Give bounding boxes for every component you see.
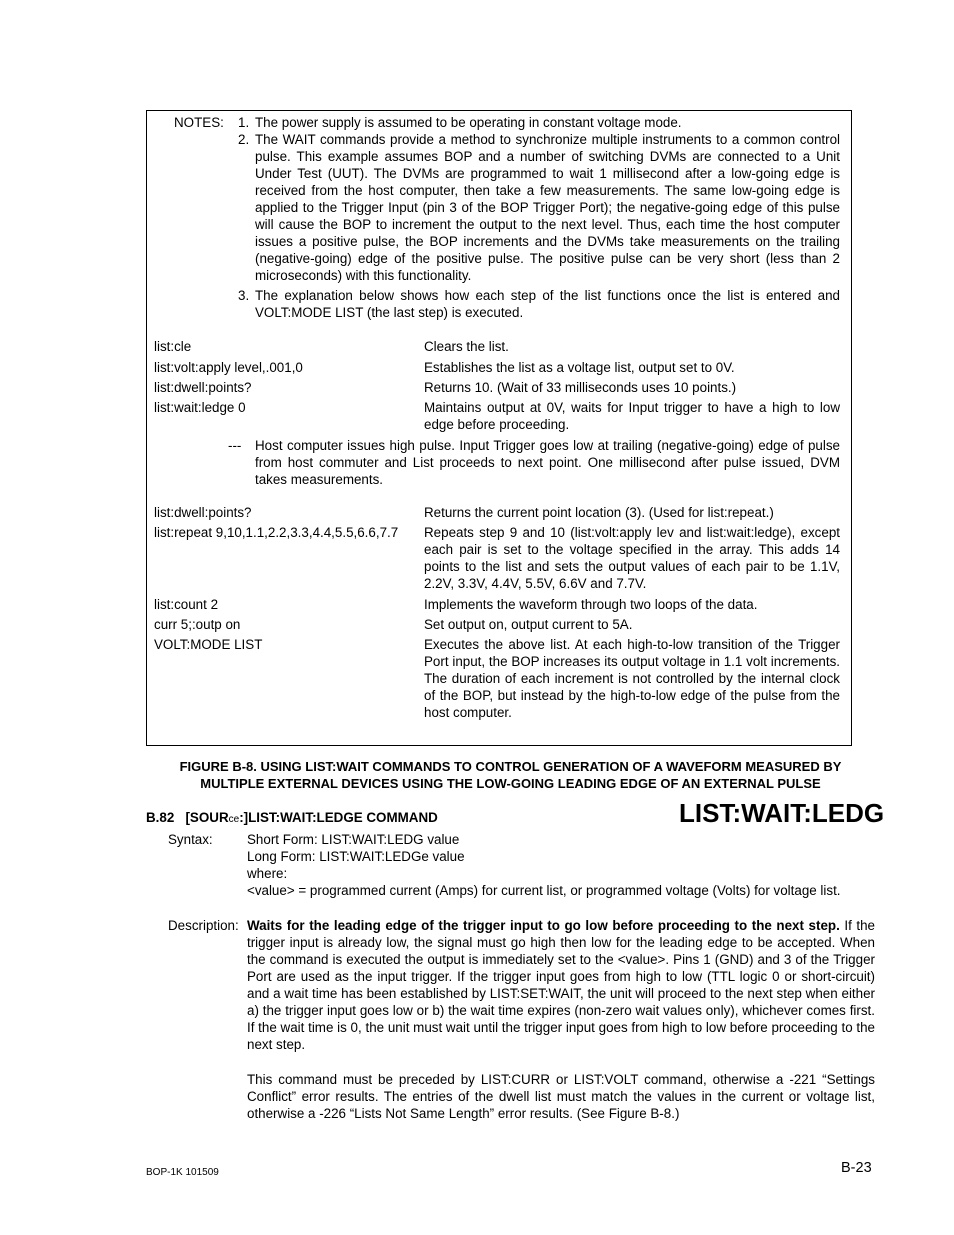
note-text: The explanation below shows how each step of the list functions once the list is entered and VOLT:MODE LIST (the last step) is executed. (255, 288, 840, 320)
step-description: Returns 10. (Wait of 33 milliseconds uses 10 points.) (424, 380, 737, 395)
step-description: Implements the waveform through two loops of the data. (424, 597, 758, 612)
host-note-dash: --- (228, 438, 242, 453)
syntax-value-def: <value> = programmed current (Amps) for current list, or programmed voltage (Volts) for voltage list. (247, 883, 841, 898)
caption-line-2: MULTIPLE EXTERNAL DEVICES USING THE LOW-GOING LEADING EDGE OF AN EXTERNAL PULSE (200, 776, 821, 791)
description-para-2: This command must be preceded by LIST:CURR or LIST:VOLT command, otherwise a -221 “Settings Conflict” error results. The entries of the dwell list must match the values in the current or voltage list, otherwise a -226 “Lists Not Same Length” error results. (See Figure B-8.) (247, 1072, 875, 1121)
step-command: list:count 2 (154, 597, 219, 612)
section-head-small: ce (228, 814, 240, 825)
notes-label: NOTES: (174, 115, 224, 130)
syntax-long-form: Long Form: LIST:WAIT:LEDGe value (247, 849, 465, 864)
footer-page-number: B-23 (841, 1160, 872, 1176)
note-1 (238, 114, 840, 131)
step-command: list:repeat 9,10,1.1,2.2,3.3,4.4,5.5,6.6,7.7 (154, 525, 399, 540)
note-text: The power supply is assumed to be operating in constant voltage mode. (255, 115, 682, 130)
step-command: list:dwell:points? (154, 505, 252, 520)
section-heading (146, 809, 438, 828)
section-head-b: :]LIST:WAIT:LEDGE COMMAND (239, 810, 438, 825)
step-command: list:dwell:points? (154, 380, 252, 395)
step-description: Clears the list. (424, 339, 509, 354)
description-para-1-rest: If the trigger input is already low, the signal must go high then low for the leading edge to be accepted. When the command is executed the output is immediately set to the <value>. Pins 1 (GND) and 3 of the Trigger Port are used as the input trigger. If the trigger input goes from high to low (TTL logic 0 or short-circuit) and a wait time has been established by LIST:SET:WAIT, the unit will proceed to the next step when either a) the trigger input goes low or b) the wait time expires (non-zero wait values only), whichever comes first. If the wait time is 0, the unit must wait until the trigger input goes from high to low before proceeding to the next step. (247, 918, 875, 1052)
section-head-a: [SOUR (185, 810, 229, 825)
note-number: 2. (238, 132, 250, 147)
syntax-block (247, 831, 875, 899)
command-title: LIST:WAIT:LEDG (679, 798, 885, 828)
description-bold-lead: Waits for the leading edge of the trigger input to go low before proceeding to the next step. (247, 918, 840, 933)
step-command: VOLT:MODE LIST (154, 637, 263, 652)
step-command: list:wait:ledge 0 (154, 400, 246, 415)
note-number: 1. (238, 115, 250, 130)
host-note-text: Host computer issues high pulse. Input Trigger goes low at trailing (negative-going) edge of pulse from host commuter and List proceeds to next point. One millisecond after pulse issued, DVM takes measurements. (255, 438, 840, 487)
step-description: Maintains output at 0V, waits for Input trigger to have a high to low edge before proceeding. (424, 400, 840, 432)
description-para-1 (247, 917, 875, 1053)
description-label: Description: (168, 918, 239, 933)
figure-caption (146, 758, 875, 792)
step-command: list:volt:apply level,.001,0 (154, 360, 303, 375)
footer-doc-id: BOP-1K 101509 (146, 1167, 219, 1178)
step-description: Repeats step 9 and 10 (list:volt:apply lev and list:wait:ledge), except each pair is set to the voltage specified in the array. This adds 14 points to the list and sets the output values of each pair to be 1.1V, 2.2V, 3.3V, 4.4V, 5.5V, 6.6V and 7.7V. (424, 525, 840, 591)
syntax-short-form: Short Form: LIST:WAIT:LEDG value (247, 832, 460, 847)
syntax-where: where: (247, 866, 288, 881)
note-text: The WAIT commands provide a method to synchronize multiple instruments to a common control pulse. This example assumes BOP and a number of switching DVMs are connected to a Unit Under Test (UUT). The DVMs are programmed to wait 1 millisecond after a low-going edge is received from the host computer, then take a few measurements. The same low-going edge is applied to the Trigger Input (pin 3 of the BOP Trigger Port); the negative-going edge of this pulse will cause the BOP to increment the output to the next level. Thus, each time the host computer issues a positive pulse, the BOP increments and the DVMs take measurements on the trailing (negative-going) edge of the positive pulse. The positive pulse can be very short (less than 2 microseconds) with this functionality. (255, 132, 840, 283)
step-command: curr 5;:outp on (154, 617, 241, 632)
step-description: Set output on, output current to 5A. (424, 617, 633, 632)
step-description: Establishes the list as a voltage list, output set to 0V. (424, 360, 735, 375)
note-number: 3. (238, 288, 250, 303)
step-command: list:cle (154, 339, 192, 354)
note-2 (238, 131, 840, 284)
section-number: B.82 (146, 810, 175, 825)
caption-line-1: FIGURE B-8. USING LIST:WAIT COMMANDS TO CONTROL GENERATION OF A WAVEFORM MEASURED BY (179, 759, 842, 774)
step-description: Returns the current point location (3). (Used for list:repeat.) (424, 505, 774, 520)
syntax-label: Syntax: (168, 832, 213, 847)
note-3 (238, 287, 840, 321)
step-description: Executes the above list. At each high-to-low transition of the Trigger Port input, the BOP increases its output voltage in 1.1 volt increments. The duration of each increment is not controlled by the internal clock of the BOP, but instead by the high-to-low edge of the pulse from the host computer. (424, 637, 840, 720)
